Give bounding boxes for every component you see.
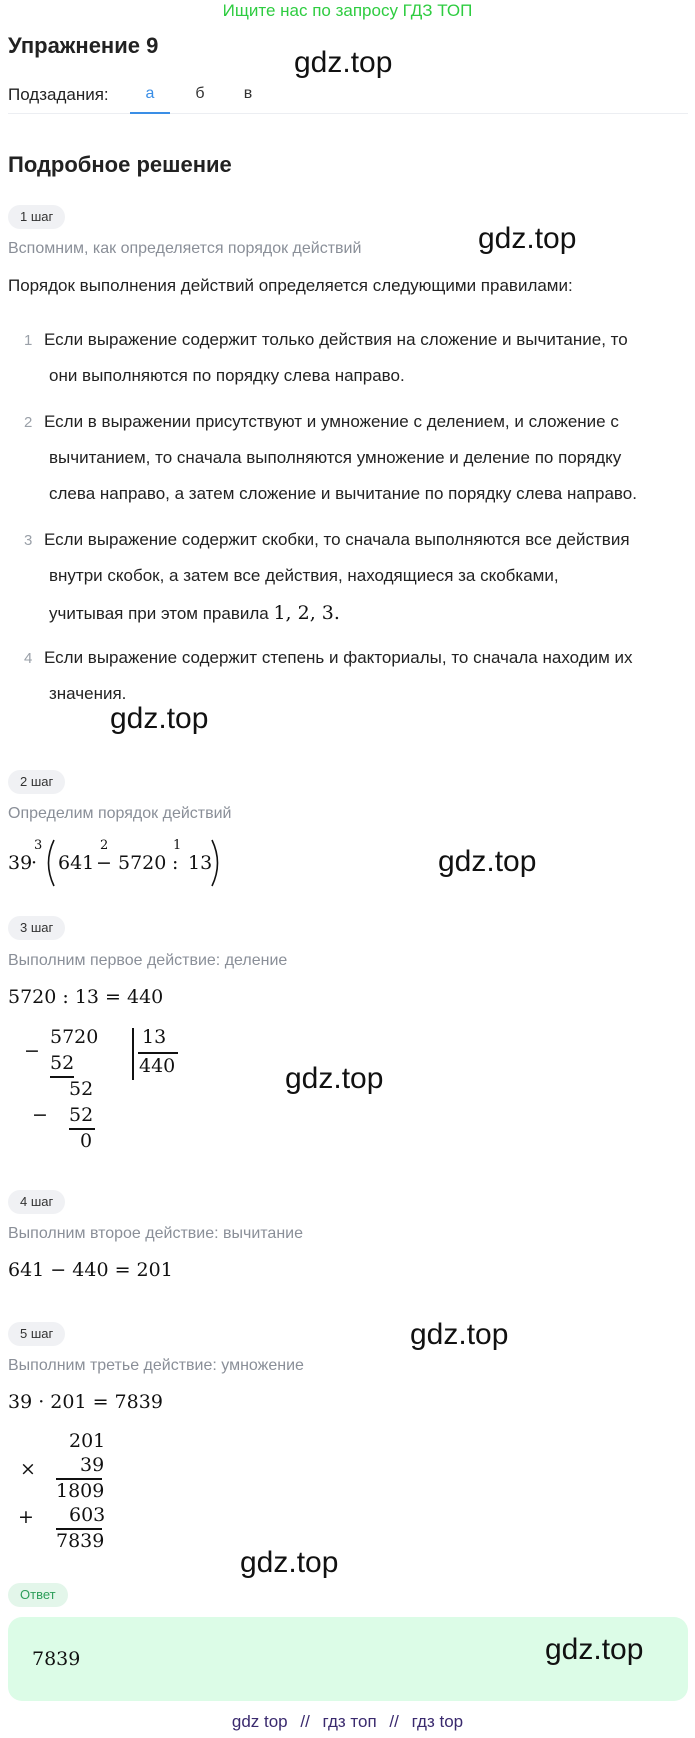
rule-number: 2 xyxy=(24,414,33,431)
rule-2-line-1: Если в выражении присутствуют и умножение с делением, и сложение с xyxy=(44,412,619,431)
step-2-badge: 2 шаг xyxy=(8,770,65,794)
expr-number: 13 xyxy=(188,852,213,874)
left-paren xyxy=(42,838,56,888)
footer-separator: // xyxy=(389,1712,399,1731)
watermark: gdz.top xyxy=(545,1633,644,1666)
divisor-line xyxy=(138,1052,178,1054)
watermark: gdz.top xyxy=(478,222,577,255)
dividend: 5720 xyxy=(50,1026,99,1048)
divisor: 13 xyxy=(142,1026,167,1048)
footer-link[interactable]: гдз top xyxy=(411,1712,464,1731)
long-division xyxy=(8,1022,208,1152)
rule-number: 3 xyxy=(24,532,33,549)
step-1-intro: Порядок выполнения действий определяется следующими правилами: xyxy=(8,276,573,295)
footer-separator: // xyxy=(300,1712,310,1731)
expr-operator: : xyxy=(172,852,179,874)
rule-1-line-2: они выполняются по порядку слева направо. xyxy=(49,366,405,385)
top-banner: Ищите нас по запросу ГДЗ ТОП xyxy=(222,1,473,20)
footer-links xyxy=(0,1712,695,1732)
rule-3-line-2: внутри скобок, а затем все действия, находящиеся за скобками, xyxy=(49,566,559,585)
remainder: 52 xyxy=(69,1078,94,1100)
answer-badge: Ответ xyxy=(8,1583,68,1607)
rule-2-line-2: вычитанием, то сначала выполняются умножение и деление по порядку xyxy=(49,448,622,467)
step-4-badge: 4 шаг xyxy=(8,1190,65,1214)
footer-link[interactable]: gdz top xyxy=(231,1712,288,1731)
tabs-divider xyxy=(8,113,688,114)
watermark: gdz.top xyxy=(438,845,537,878)
step-5-hint: Выполним третье действие: умножение xyxy=(8,1357,304,1374)
division-minus: − xyxy=(32,1104,48,1126)
rule-2-line-3: слева направо, а затем сложение и вычитание по порядку слева направо. xyxy=(49,484,637,503)
watermark: gdz.top xyxy=(294,46,393,79)
footer-link[interactable]: гдз топ xyxy=(322,1712,377,1731)
rule-1-line-1: Если выражение содержит только действия на сложение и вычитание, то xyxy=(44,330,628,349)
expr-number: 5720 xyxy=(118,852,167,874)
watermark: gdz.top xyxy=(240,1546,339,1579)
expr-operator: − xyxy=(96,852,112,874)
subtrahend: 52 xyxy=(50,1052,75,1074)
rule-4-line-1: Если выражение содержит степень и факториалы, то сначала находим их xyxy=(44,648,633,667)
rule-3-line-3 xyxy=(49,602,340,624)
expr-number: 641 xyxy=(58,852,95,874)
step-3-hint: Выполним первое действие: деление xyxy=(8,952,288,969)
partial-product: 603 xyxy=(69,1504,106,1526)
product: 7839 xyxy=(56,1530,105,1552)
step-3-equation: 5720 : 13 = 440 xyxy=(8,986,164,1008)
tab-subtask-a[interactable]: а xyxy=(145,85,155,102)
quotient: 440 xyxy=(139,1055,176,1077)
order-marker: 1 xyxy=(173,838,182,853)
section-title: Подробное решение xyxy=(8,152,232,177)
rule-number: 1 xyxy=(24,332,33,349)
rule-3-math: 1, 2, 3. xyxy=(273,602,340,624)
subtasks-label: Подзадания: xyxy=(8,85,109,104)
step-1-badge: 1 шаг xyxy=(8,205,65,229)
factor: 201 xyxy=(69,1430,106,1452)
rule-4-line-2: значения. xyxy=(49,684,127,703)
step-4-hint: Выполним второе действие: вычитание xyxy=(8,1225,303,1242)
watermark: gdz.top xyxy=(110,702,209,735)
step-4-equation: 641 − 440 = 201 xyxy=(8,1259,173,1281)
multiply-sign: × xyxy=(20,1458,36,1480)
order-expression xyxy=(8,838,248,888)
order-marker: 3 xyxy=(34,838,43,853)
step-1-hint: Вспомним, как определяется порядок действий xyxy=(8,240,362,257)
step-2-hint: Определим порядок действий xyxy=(8,805,232,822)
tab-subtask-v[interactable]: в xyxy=(243,85,253,102)
plus-sign: + xyxy=(18,1506,34,1528)
rule-3-line-3-text: учитывая при этом правила xyxy=(49,604,274,623)
division-minus: − xyxy=(24,1040,40,1062)
active-tab-indicator xyxy=(130,112,170,114)
tab-subtask-b[interactable]: б xyxy=(195,85,205,102)
answer-value: 7839 xyxy=(32,1648,81,1670)
watermark: gdz.top xyxy=(410,1318,509,1351)
column-multiplication xyxy=(8,1430,148,1560)
remainder: 0 xyxy=(80,1130,93,1152)
step-5-equation: 39 · 201 = 7839 xyxy=(8,1391,163,1413)
expr-number: 39 xyxy=(8,852,33,874)
subtrahend: 52 xyxy=(69,1104,94,1126)
page-title: Упражнение 9 xyxy=(8,33,159,58)
order-marker: 2 xyxy=(100,838,109,853)
partial-product: 1809 xyxy=(56,1480,105,1502)
factor: 39 xyxy=(80,1454,105,1476)
rule-number: 4 xyxy=(24,650,33,667)
watermark: gdz.top xyxy=(285,1062,384,1095)
step-3-badge: 3 шаг xyxy=(8,916,65,940)
division-bracket xyxy=(132,1028,134,1080)
right-paren xyxy=(210,838,224,888)
rule-3-line-1: Если выражение содержит скобки, то сначала выполняются все действия xyxy=(44,530,630,549)
expr-operator: · xyxy=(31,852,38,874)
step-5-badge: 5 шаг xyxy=(8,1322,65,1346)
